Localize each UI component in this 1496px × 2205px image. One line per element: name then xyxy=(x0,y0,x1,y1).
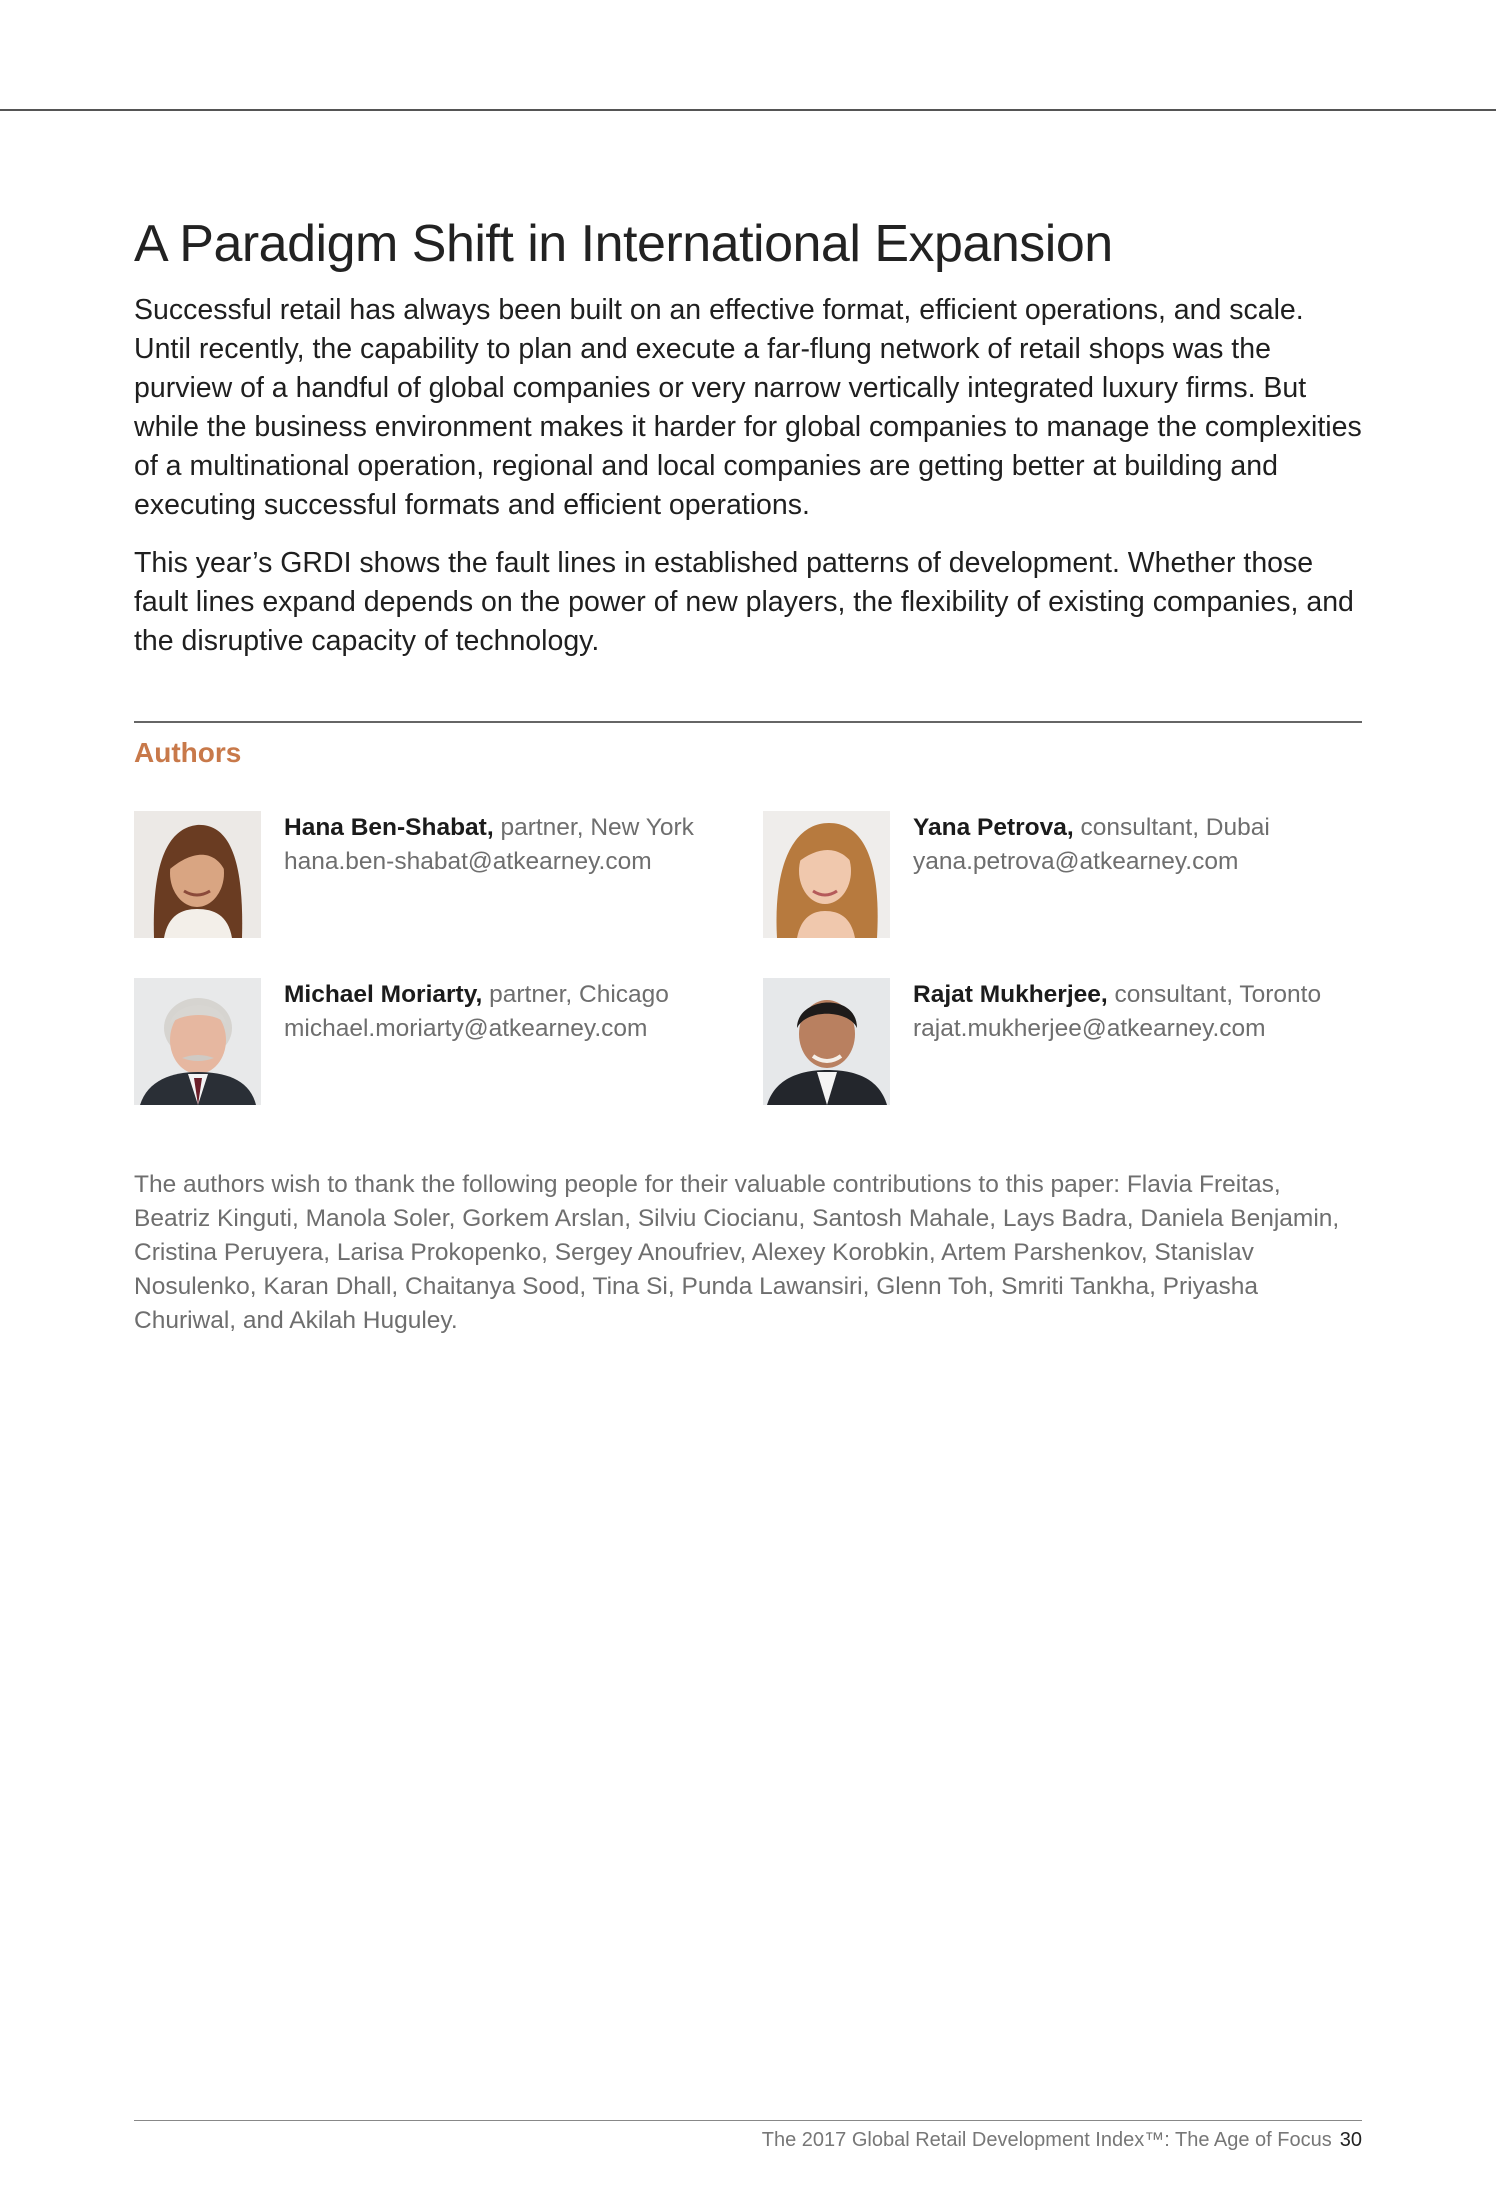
author-card xyxy=(134,811,754,941)
authors-heading: Authors xyxy=(134,737,242,768)
author-role: partner, Chicago xyxy=(482,981,669,1008)
body-paragraph: Successful retail has always been built on an effective format, efficient operations, and scale. Until recently, the capability to plan and execute a far-flung network of retail shops was the purview of a handful of global companies or very narrow vertically integrated luxury firms. But while the business environment makes it harder for global companies to manage the complexities of a multinational operation, regional and local companies are getting better at building and executing successful formats and efficient operations. xyxy=(134,294,1362,521)
body-paragraph: This year’s GRDI shows the fault lines in established patterns of development. Whether those fault lines expand depends on the power of new players, the flexibility of existing companies, and the disruptive capacity of technology. xyxy=(134,547,1354,657)
author-role: consultant, Dubai xyxy=(1073,814,1270,841)
header-rule xyxy=(0,109,1496,111)
author-photo xyxy=(134,811,261,938)
author-role: partner, New York xyxy=(493,814,694,841)
page-number: 30 xyxy=(1339,2129,1362,2151)
author-photo xyxy=(763,811,890,938)
author-card xyxy=(763,811,1383,941)
author-email[interactable]: hana.ben-shabat@atkearney.com xyxy=(284,848,652,875)
section-divider xyxy=(134,721,1362,723)
author-card xyxy=(134,978,754,1108)
author-role: consultant, Toronto xyxy=(1107,981,1322,1008)
author-name: Michael Moriarty, xyxy=(284,981,483,1008)
author-email[interactable]: yana.petrova@atkearney.com xyxy=(913,848,1239,875)
author-name: Hana Ben-Shabat, xyxy=(284,814,494,841)
author-name: Rajat Mukherjee, xyxy=(913,981,1108,1008)
author-card xyxy=(763,978,1383,1108)
author-email[interactable]: rajat.mukherjee@atkearney.com xyxy=(913,1015,1266,1042)
author-photo xyxy=(763,978,890,1105)
acknowledgment-text: The authors wish to thank the following people for their valuable contributions to this paper: Flavia Freitas, Beatriz Kinguti, Manola Soler, Gorkem Arslan, Silviu Ciocianu, Santosh Mahale, Lays Badra, Daniela Benjamin, Cristina Peruyera, Larisa Prokopenko, Sergey Anoufriev, Alexey Korobkin, Artem Parshenkov, Stanislav Nosulenko, Karan Dhall, Chaitanya Sood, Tina Si, Punda Lawansiri, Glenn Toh, Smriti Tankha, Priyasha Churiwal, and Akilah Huguley. xyxy=(134,1171,1340,1334)
author-email[interactable]: michael.moriarty@atkearney.com xyxy=(284,1015,648,1042)
author-name: Yana Petrova, xyxy=(913,814,1074,841)
publication-title: The 2017 Global Retail Development Index™: The Age of Focus xyxy=(761,2129,1332,2151)
footer-rule xyxy=(134,2120,1362,2121)
page-footer xyxy=(762,2129,1362,2152)
page-title: A Paradigm Shift in International Expansion xyxy=(134,215,1113,273)
author-photo xyxy=(134,978,261,1105)
